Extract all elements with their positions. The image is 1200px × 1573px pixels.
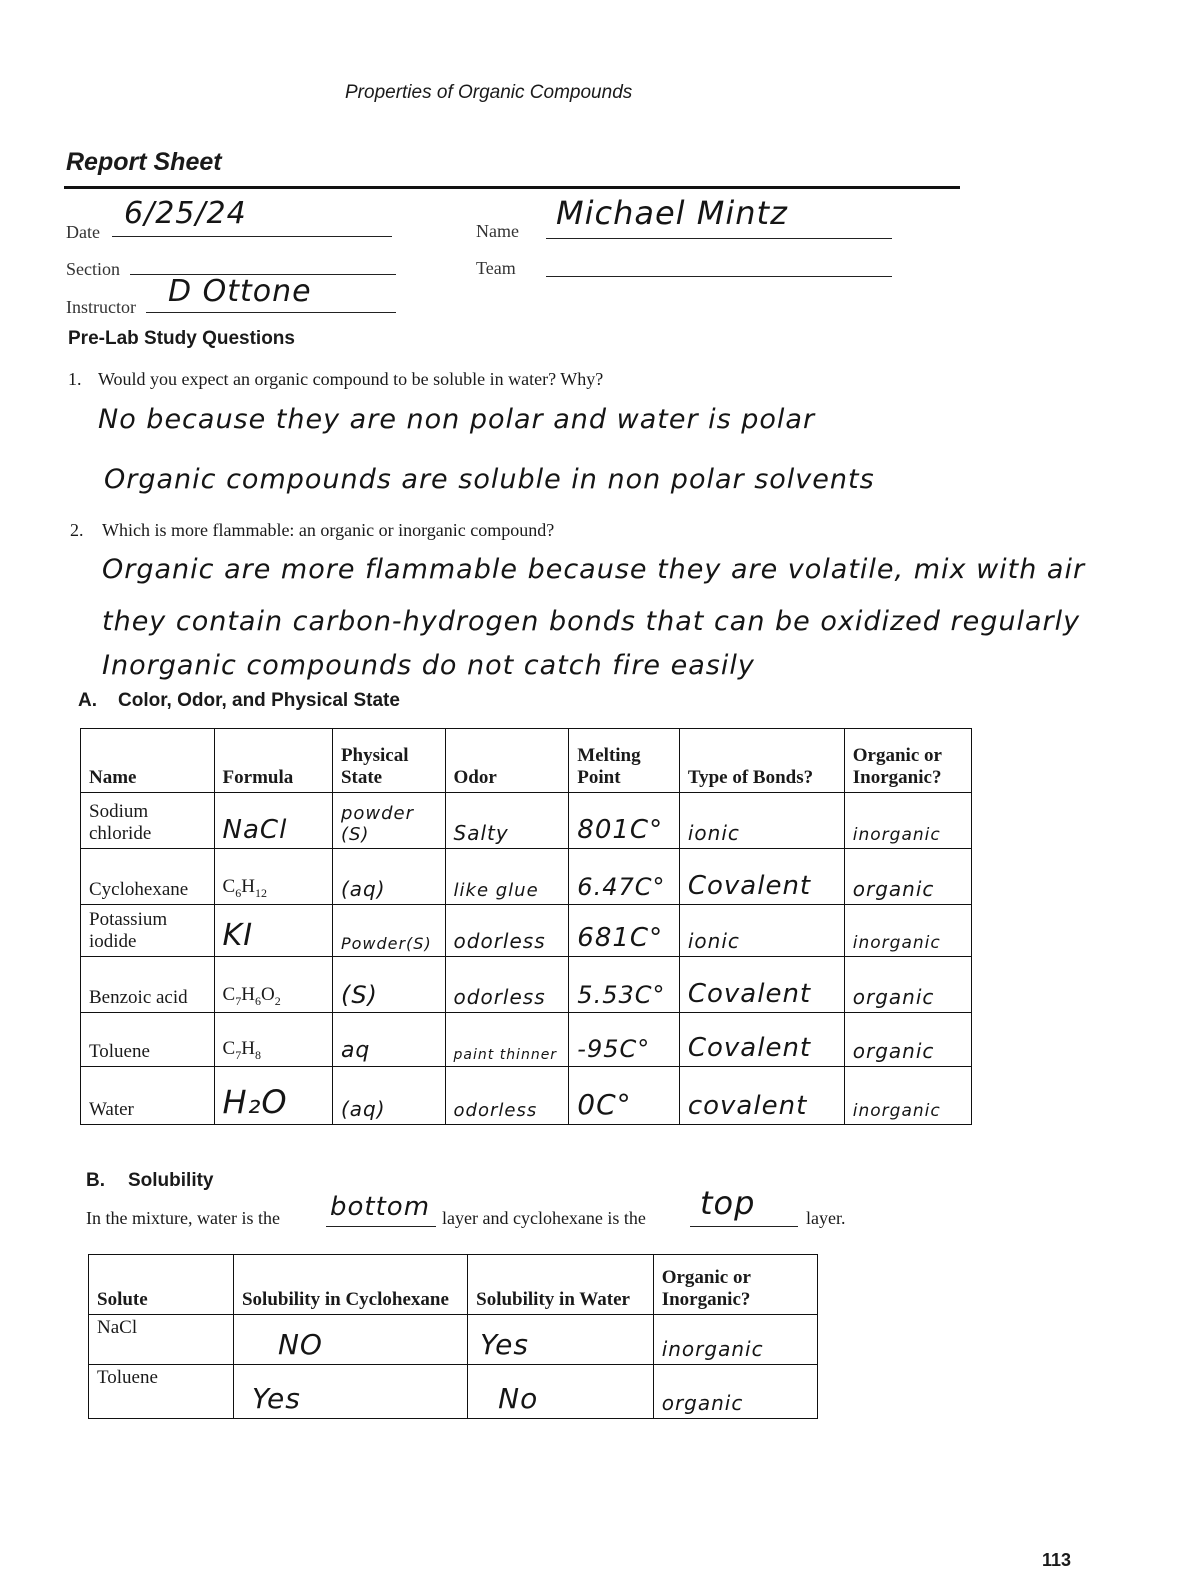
- cell-odor[interactable]: Salty: [445, 793, 569, 849]
- section-a-title: Color, Odor, and Physical State: [118, 690, 400, 711]
- col-header-organic-inorganic: Organic or Inorganic?: [653, 1255, 817, 1315]
- cell-melting-point[interactable]: 681C°: [569, 905, 680, 957]
- cell-bonds[interactable]: Covalent: [679, 957, 844, 1013]
- cell-state[interactable]: (S): [332, 957, 445, 1013]
- solubility-sentence-mid: layer and cyclohexane is the: [442, 1208, 646, 1228]
- header-divider: [64, 186, 960, 189]
- cell-formula[interactable]: H₂O: [214, 1067, 332, 1125]
- cell-organic[interactable]: organic: [844, 1013, 971, 1067]
- team-label: Team: [476, 258, 516, 278]
- name-label: Name: [476, 221, 519, 241]
- table-row: [89, 1365, 818, 1419]
- col-header-name: Name: [81, 729, 215, 793]
- answer-1-line-1: No because they are non polar and water is polar: [98, 404, 816, 435]
- col-header-organic-inorganic: Organic or Inorganic?: [844, 729, 971, 793]
- cell-solubility-water[interactable]: Yes: [468, 1315, 654, 1365]
- cell-name: Toluene: [81, 1013, 215, 1067]
- cell-organic[interactable]: organic: [844, 957, 971, 1013]
- properties-table: [80, 728, 972, 1125]
- cell-odor[interactable]: odorless: [445, 905, 569, 957]
- table-row: [89, 1315, 818, 1365]
- table-row: [81, 793, 972, 849]
- answer-1-line-2: Organic compounds are soluble in non polar solvents: [104, 464, 875, 495]
- cell-solubility-cyclohexane[interactable]: NO: [233, 1315, 467, 1365]
- cell-organic[interactable]: inorganic: [844, 905, 971, 957]
- answer-2-line-3: Inorganic compounds do not catch fire easily: [102, 650, 755, 681]
- cell-bonds[interactable]: covalent: [679, 1067, 844, 1125]
- cell-melting-point[interactable]: -95C°: [569, 1013, 680, 1067]
- prelab-heading: Pre-Lab Study Questions: [68, 328, 295, 349]
- col-header-type-of-bonds: Type of Bonds?: [679, 729, 844, 793]
- cell-bonds[interactable]: ionic: [679, 793, 844, 849]
- cell-odor[interactable]: odorless: [445, 1067, 569, 1125]
- section-field[interactable]: [130, 254, 396, 275]
- table-row: [81, 1013, 972, 1067]
- question-2-number: 2.: [70, 520, 84, 540]
- date-field[interactable]: 6/25/24: [124, 196, 247, 231]
- report-sheet-title: Report Sheet: [66, 148, 222, 176]
- cell-solubility-water[interactable]: No: [468, 1365, 654, 1419]
- table-row: [81, 849, 972, 905]
- col-header-solubility-water: Solubility in Water: [468, 1255, 654, 1315]
- solubility-table: [88, 1254, 818, 1419]
- cell-formula: $C_6H_{12}$: [214, 849, 332, 905]
- cell-formula: $C_7H_8$: [214, 1013, 332, 1067]
- table-row: [81, 905, 972, 957]
- cell-state[interactable]: Powder(S): [332, 905, 445, 957]
- cell-bonds[interactable]: ionic: [679, 905, 844, 957]
- cell-solute: Toluene: [89, 1365, 234, 1419]
- answer-2-line-2: they contain carbon-hydrogen bonds that can be oxidized regularly: [102, 606, 1081, 637]
- cell-bonds[interactable]: Covalent: [679, 849, 844, 905]
- instructor-field[interactable]: D Ottone: [168, 274, 312, 309]
- section-b-title: Solubility: [128, 1170, 214, 1191]
- table-header-row: [89, 1255, 818, 1315]
- question-2-text: Which is more flammable: an organic or inorganic compound?: [102, 520, 555, 540]
- cell-melting-point[interactable]: 0C°: [569, 1067, 680, 1125]
- question-1-text: Would you expect an organic compound to be soluble in water? Why?: [98, 369, 604, 389]
- table-header-row: [81, 729, 972, 793]
- cell-odor[interactable]: odorless: [445, 957, 569, 1013]
- cyclohexane-layer-field[interactable]: top: [700, 1184, 756, 1222]
- team-field[interactable]: [546, 254, 892, 277]
- cell-state[interactable]: aq: [332, 1013, 445, 1067]
- col-header-solubility-cyclohexane: Solubility in Cyclohexane: [233, 1255, 467, 1315]
- name-field[interactable]: Michael Mintz: [556, 194, 788, 232]
- cell-organic[interactable]: inorganic: [653, 1315, 817, 1365]
- cell-name: Benzoic acid: [81, 957, 215, 1013]
- col-header-physical-state: Physical State: [332, 729, 445, 793]
- section-label: Section: [66, 259, 120, 279]
- cell-state[interactable]: (aq): [332, 849, 445, 905]
- col-header-solute: Solute: [89, 1255, 234, 1315]
- col-header-melting-point: Melting Point: [569, 729, 680, 793]
- cell-organic[interactable]: organic: [653, 1365, 817, 1419]
- page-header-title: Properties of Organic Compounds: [345, 82, 633, 103]
- cell-solute: NaCl: [89, 1315, 234, 1365]
- cell-bonds[interactable]: Covalent: [679, 1013, 844, 1067]
- cell-name: Sodium chloride: [81, 793, 215, 849]
- cell-name: Water: [81, 1067, 215, 1125]
- instructor-label: Instructor: [66, 297, 136, 317]
- cell-odor[interactable]: like glue: [445, 849, 569, 905]
- cell-state[interactable]: powder (S): [332, 793, 445, 849]
- cell-solubility-cyclohexane[interactable]: Yes: [233, 1365, 467, 1419]
- cell-formula[interactable]: NaCl: [214, 793, 332, 849]
- table-row: [81, 1067, 972, 1125]
- cell-organic[interactable]: organic: [844, 849, 971, 905]
- col-header-formula: Formula: [214, 729, 332, 793]
- cell-formula: $C_7H_6O_2$: [214, 957, 332, 1013]
- cell-organic[interactable]: inorganic: [844, 1067, 971, 1125]
- answer-2-line-1: Organic are more flammable because they are volatile, mix with air: [102, 554, 1086, 585]
- cell-odor[interactable]: paint thinner: [445, 1013, 569, 1067]
- solubility-sentence-start: In the mixture, water is the: [86, 1208, 280, 1228]
- cell-melting-point[interactable]: 801C°: [569, 793, 680, 849]
- table-row: [81, 957, 972, 1013]
- cell-melting-point[interactable]: 5.53C°: [569, 957, 680, 1013]
- date-label: Date: [66, 222, 100, 242]
- cell-name: Cyclohexane: [81, 849, 215, 905]
- cell-formula[interactable]: KI: [214, 905, 332, 957]
- cell-melting-point[interactable]: 6.47C°: [569, 849, 680, 905]
- cell-organic[interactable]: inorganic: [844, 793, 971, 849]
- col-header-odor: Odor: [445, 729, 569, 793]
- question-1-number: 1.: [68, 369, 82, 389]
- solubility-sentence-end: layer.: [806, 1208, 846, 1228]
- cell-state[interactable]: (aq): [332, 1067, 445, 1125]
- cell-name: Potassium iodide: [81, 905, 215, 957]
- section-b-letter: B.: [86, 1170, 105, 1191]
- page-number: 113: [1042, 1550, 1072, 1570]
- water-layer-field[interactable]: bottom: [330, 1192, 431, 1222]
- section-a-letter: A.: [78, 690, 97, 711]
